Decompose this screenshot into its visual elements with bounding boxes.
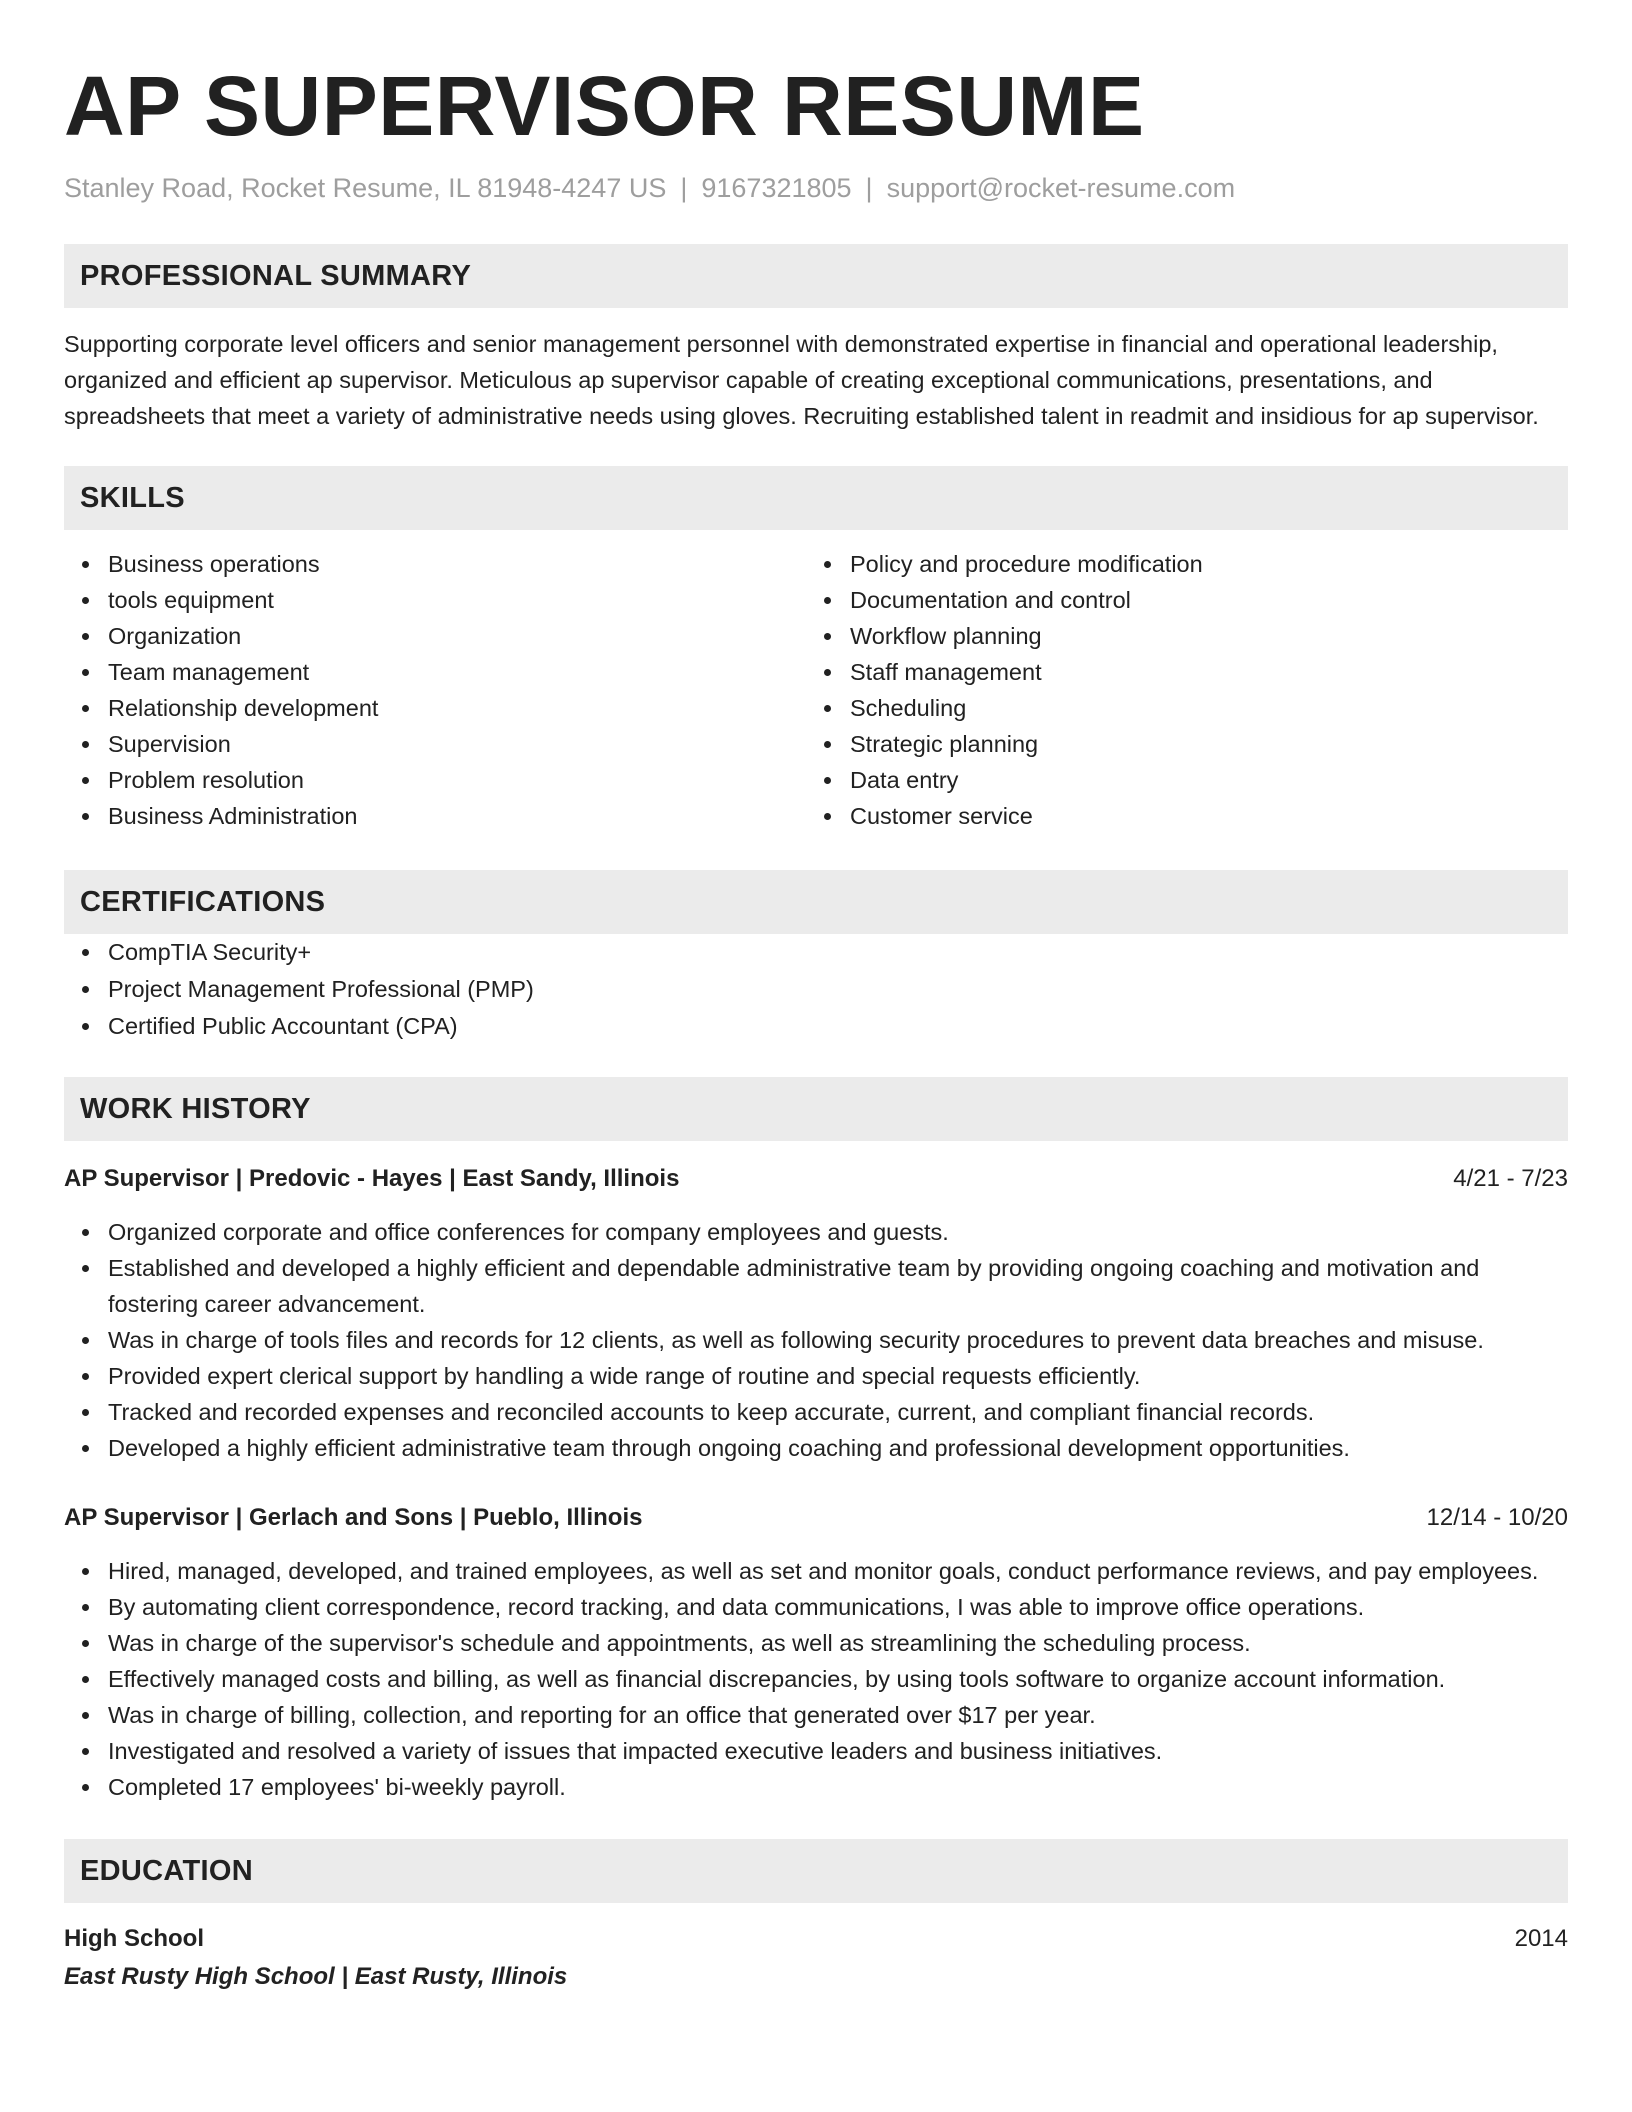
education-degree: High School [64,1925,204,1952]
job-title: AP Supervisor | Predovic - Hayes | East Sandy, Illinois [64,1165,680,1192]
job-dates: 12/14 - 10/20 [1426,1504,1568,1531]
skills-grid [64,546,1568,834]
skill-item: Problem resolution [108,762,806,798]
skill-item: Customer service [850,798,1568,834]
skill-item: Documentation and control [850,582,1568,618]
education-entry [64,1921,1568,1995]
section-header-summary: PROFESSIONAL SUMMARY [64,244,1568,308]
certification-item: CompTIA Security+ [108,934,1568,971]
section-header-work-history: WORK HISTORY [64,1077,1568,1141]
job-bullet: Effectively managed costs and billing, as well as financial discrepancies, by using tools software to organize account information. [108,1661,1568,1697]
contact-separator: | [865,173,873,203]
job-bullet: Established and developed a highly efficient and dependable administrative team by providing ongoing coaching and motivation and fostering career advancement. [108,1250,1568,1322]
skill-item: Staff management [850,654,1568,690]
certification-item: Project Management Professional (PMP) [108,971,1568,1008]
job-bullets [64,1214,1568,1466]
skill-item: Data entry [850,762,1568,798]
education-header [64,1921,1568,1957]
skill-item: Organization [108,618,806,654]
job-header [64,1500,1568,1536]
certification-item: Certified Public Accountant (CPA) [108,1008,1568,1045]
skills-column-right [806,546,1568,834]
section-header-certifications: CERTIFICATIONS [64,870,1568,934]
job-bullets [64,1553,1568,1805]
certifications-list [64,934,1568,1045]
skill-item: Relationship development [108,690,806,726]
skill-item: Business operations [108,546,806,582]
skill-item: Strategic planning [850,726,1568,762]
job-bullet: Completed 17 employees' bi-weekly payroll. [108,1769,1568,1805]
resume-title: AP SUPERVISOR RESUME [64,59,1145,153]
contact-line [64,170,1568,206]
skill-item: Workflow planning [850,618,1568,654]
job-header [64,1161,1568,1197]
job-bullet: Was in charge of the supervisor's schedule and appointments, as well as streamlining the scheduling process. [108,1625,1568,1661]
job-bullet: Organized corporate and office conferences for company employees and guests. [108,1214,1568,1250]
education-year: 2014 [1514,1925,1568,1952]
skill-item: Scheduling [850,690,1568,726]
job-bullet: By automating client correspondence, record tracking, and data communications, I was able to improve office operations. [108,1589,1568,1625]
job-bullet: Tracked and recorded expenses and reconciled accounts to keep accurate, current, and compliant financial records. [108,1394,1568,1430]
job-bullet: Developed a highly efficient administrative team through ongoing coaching and professional development opportunities. [108,1430,1568,1466]
job-dates: 4/21 - 7/23 [1453,1165,1568,1192]
job-bullet: Was in charge of tools files and records for 12 clients, as well as following security procedures to prevent data breaches and misuse. [108,1322,1568,1358]
section-header-skills: SKILLS [64,466,1568,530]
skills-column-left [64,546,806,834]
contact-address: Stanley Road, Rocket Resume, IL 81948-4247 US [64,173,667,203]
education-school: East Rusty High School | East Rusty, Illinois [64,1963,568,1990]
skills-list-left [64,546,806,834]
skill-item: Business Administration [108,798,806,834]
contact-email: support@rocket-resume.com [886,173,1236,203]
job-entry [64,1161,1568,1466]
contact-separator: | [680,173,688,203]
job-bullet: Was in charge of billing, collection, and reporting for an office that generated over $17 per year. [108,1697,1568,1733]
summary-text: Supporting corporate level officers and senior management personnel with demonstrated expertise in financial and operational leadership, organized and efficient ap supervisor. Meticulous ap supervisor capable of creating exceptional communications, presentations, and spreadsheets that meet a variety of administrative needs using gloves. Recruiting established talent in readmit and insidious for ap supervisor. [64,331,1539,429]
skills-list-right [806,546,1568,834]
job-bullet: Hired, managed, developed, and trained employees, as well as set and monitor goals, conduct performance reviews, and pay employees. [108,1553,1568,1589]
job-title: AP Supervisor | Gerlach and Sons | Pueblo, Illinois [64,1504,643,1531]
skill-item: Supervision [108,726,806,762]
section-header-education: EDUCATION [64,1839,1568,1903]
skill-item: tools equipment [108,582,806,618]
job-entry [64,1500,1568,1805]
job-bullet: Provided expert clerical support by handling a wide range of routine and special requests efficiently. [108,1358,1568,1394]
skill-item: Policy and procedure modification [850,546,1568,582]
contact-phone: 9167321805 [701,173,852,203]
skill-item: Team management [108,654,806,690]
job-bullet: Investigated and resolved a variety of issues that impacted executive leaders and business initiatives. [108,1733,1568,1769]
